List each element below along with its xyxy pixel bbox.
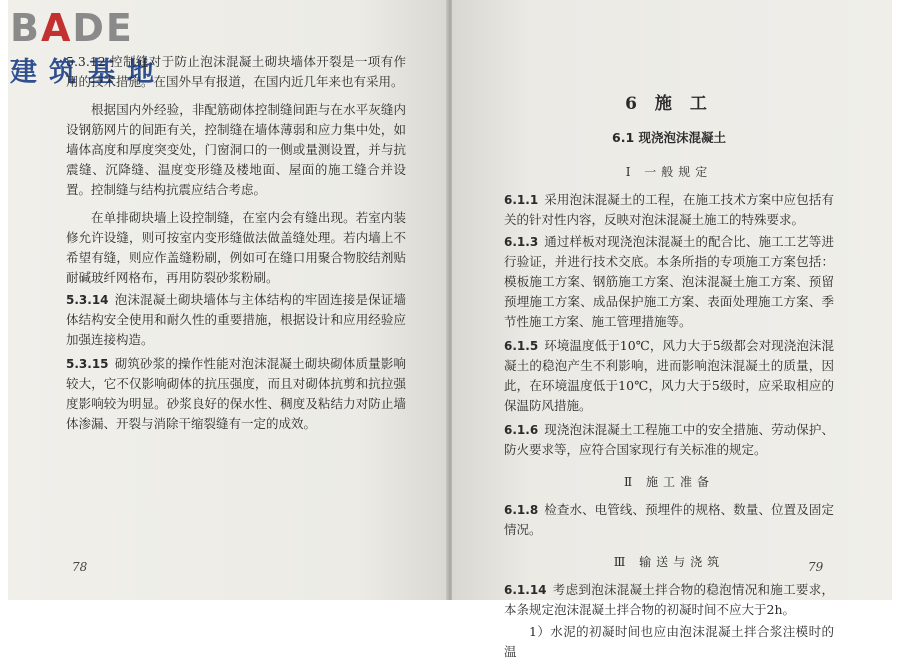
left-paragraph-2: 根据国内外经验，非配筋砌体控制缝间距与在水平灰缝内设钢筋网片的间距有关，控制缝在墙体薄弱和应力集中处，如墙体高度和厚度突变处，门窗洞口的一侧或量测设置，并与抗震缝、沉降缝、温度变形缝及楼地面、屋面的施工缝合并设置。控制缝与结构抗震应结合考虑。 — [66, 102, 406, 197]
clause-6-1-8: 6.1.8 检查水、电管线、预埋件的规格、数量、位置及固定情况。 — [504, 502, 834, 537]
clause-6-1-6: 6.1.6 现浇泡沫混凝土工程施工中的安全措施、劳动保护、防火要求等，应符合国家现行有关标准的规定。 — [504, 422, 834, 457]
section-title: 6.1 现浇泡沫混凝土 — [612, 130, 726, 145]
clause-6-1-1: 6.1.1 采用泡沫混凝土的工程，在施工技术方案中应包括有关的针对性内容，反映对泡沫混凝土施工的特殊要求。 — [504, 192, 834, 227]
logo-chinese-text: 建筑基地 — [10, 57, 166, 88]
subsection-conveying-pouring: Ⅲ 输送与浇筑 — [613, 555, 725, 569]
clause-6-1-14-item-1: 1）水泥的初凝时间也应由泡沫混凝土拌合浆注模时的温 — [504, 624, 834, 659]
left-clause-5-3-14: 5.3.14 泡沫混凝土砌块墙体与主体结构的牢固连接是保证墙体结构安全使用和耐久性的重要措施，根据设计和应用经验应加强连接构造。 — [66, 292, 406, 347]
right-page-body — [504, 94, 834, 662]
right-page-number: 79 — [808, 560, 824, 574]
clause-6-1-5: 6.1.5 环境温度低于10℃，风力大于5级都会对现浇泡沫混凝土的稳泡产生不利影响，进而影响泡沫混凝土的质量，因此，在环境温度低于10℃，风力大于5级时，应采取相应的保温防风措施。 — [504, 338, 834, 413]
clause-6-1-14: 6.1.14 考虑到泡沫混凝土拌合物的稳泡情况和施工要求，本条规定泡沫混凝土拌合物的初凝时间不应大于2h。 — [504, 582, 834, 617]
chapter-title: 6 施 工 — [625, 94, 713, 114]
left-page-body — [66, 52, 406, 434]
subsection-preparation: Ⅱ 施工准备 — [624, 475, 714, 489]
left-paragraph-3: 在单排砌块墙上设控制缝，在室内会有缝出现。若室内装修允许设缝，则可按室内变形缝做法做盖缝处理。若内墙上不希望有缝，则应作盖缝粉刷，例如可在缝口用聚合物胶结剂贴耐碱玻纤网格布，再用防裂砂浆粉刷。 — [66, 210, 406, 285]
left-page-number: 78 — [72, 560, 88, 574]
left-paragraph-1: 5.3.12 控制缝对于防止泡沫混凝土砌块墙体开裂是一项有作用的技术措施。在国外早有报道，在国内近几年来也有采用。 — [66, 54, 406, 89]
subsection-general: Ⅰ 一般规定 — [625, 165, 713, 179]
left-clause-5-3-15: 5.3.15 砌筑砂浆的操作性能对泡沫混凝土砌块砌体质量影响较大，它不仅影响砌体的抗压强度，而且对砌体抗剪和抗拉强度影响较为明显。砂浆良好的保水性、稠度及粘结力对防止墙体渗漏、开裂与消除干缩裂缝有一定的成效。 — [66, 356, 406, 431]
clause-6-1-3: 6.1.3 通过样板对现浇泡沫混凝土的配合比、施工工艺等进行验证，并进行技术交底。本条所指的专项施工方案包括：模板施工方案、钢筋施工方案、泡沫混凝土施工方案、预留预埋施工方案、成品保护施工方案、表面处理施工方案、季节性施工方案、施工管理措施等。 — [504, 234, 834, 329]
logo-wordmark: BADE — [10, 6, 134, 50]
